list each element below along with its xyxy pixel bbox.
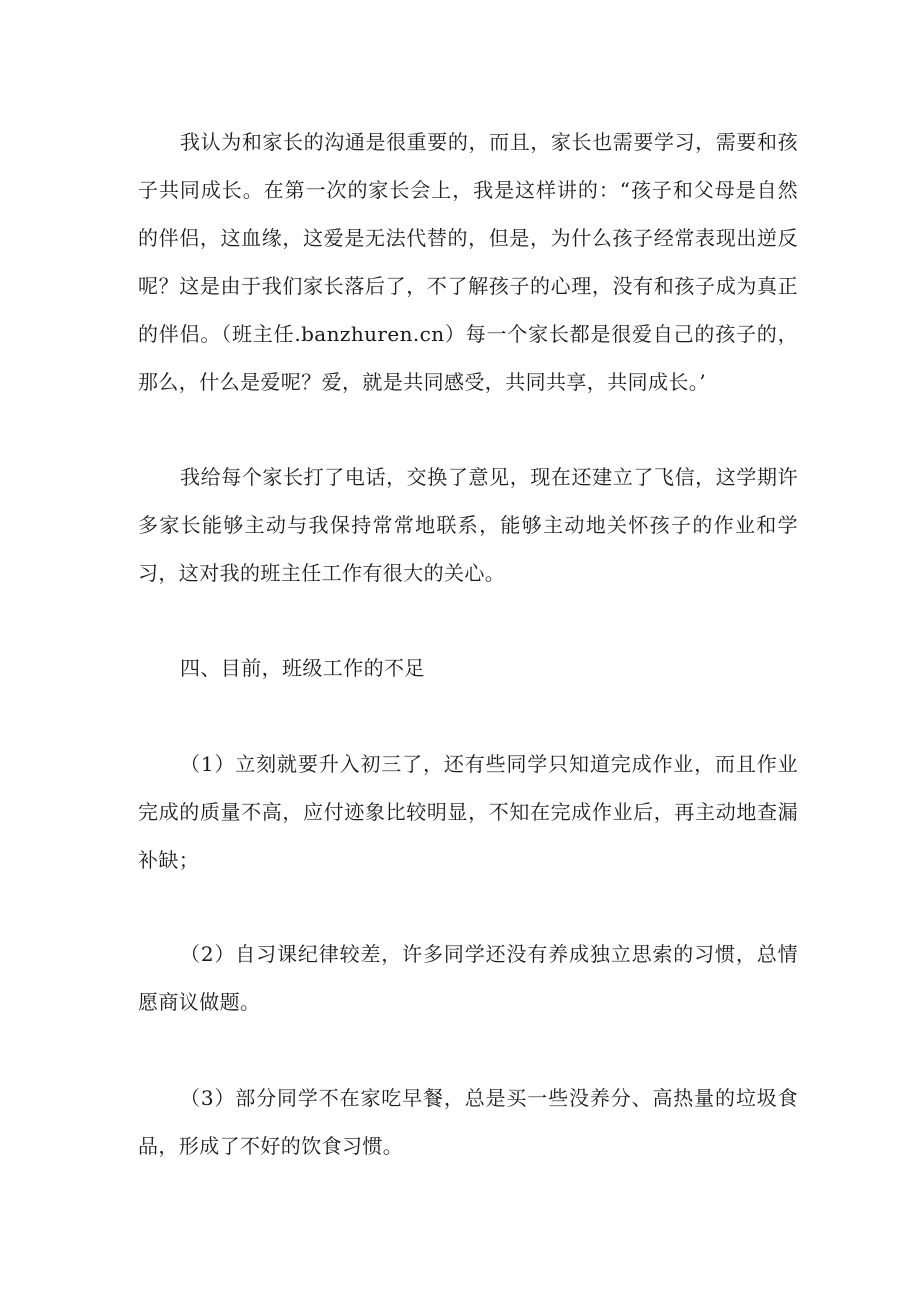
paragraph-shortcoming-2: （2）自习课纪律较差，许多同学还没有养成独立思索的习惯，总情愿商议做题。: [138, 942, 798, 1014]
paragraph-phone-contact: 我给每个家长打了电话，交换了意见，现在还建立了飞信，这学期许多家长能够主动与我保持常常地联系，能够主动地关怀孩子的作业和学习，这对我的班主任工作有很大的关心。: [138, 465, 798, 585]
section-heading-shortcomings: 四、目前，班级工作的不足: [180, 656, 425, 680]
paragraph-shortcoming-3: （3）部分同学不在家吃早餐，总是买一些没养分、高热量的垃圾食品，形成了不好的饮食习惯。: [138, 1086, 798, 1158]
paragraph-parent-communication: 我认为和家长的沟通是很重要的，而且，家长也需要学习，需要和孩子共同成长。在第一次的家长会上，我是这样讲的：“孩子和父母是自然的伴侣，这血缘，这爱是无法代替的，但是，为什么孩子经常表现出逆反呢？这是由于我们家长落后了，不了解孩子的心理，没有和孩子成为真正的伴侣。（班主任.banzhuren.cn）每一个家长都是很爱自己的孩子的，那么，什么是爱呢？爱，就是共同感受，共同共享，共同成长。’: [138, 130, 798, 394]
paragraph-shortcoming-1: （1）立刻就要升入初三了，还有些同学只知道完成作业，而且作业完成的质量不高，应付迹象比较明显，不知在完成作业后，再主动地查漏补缺；: [138, 752, 798, 872]
